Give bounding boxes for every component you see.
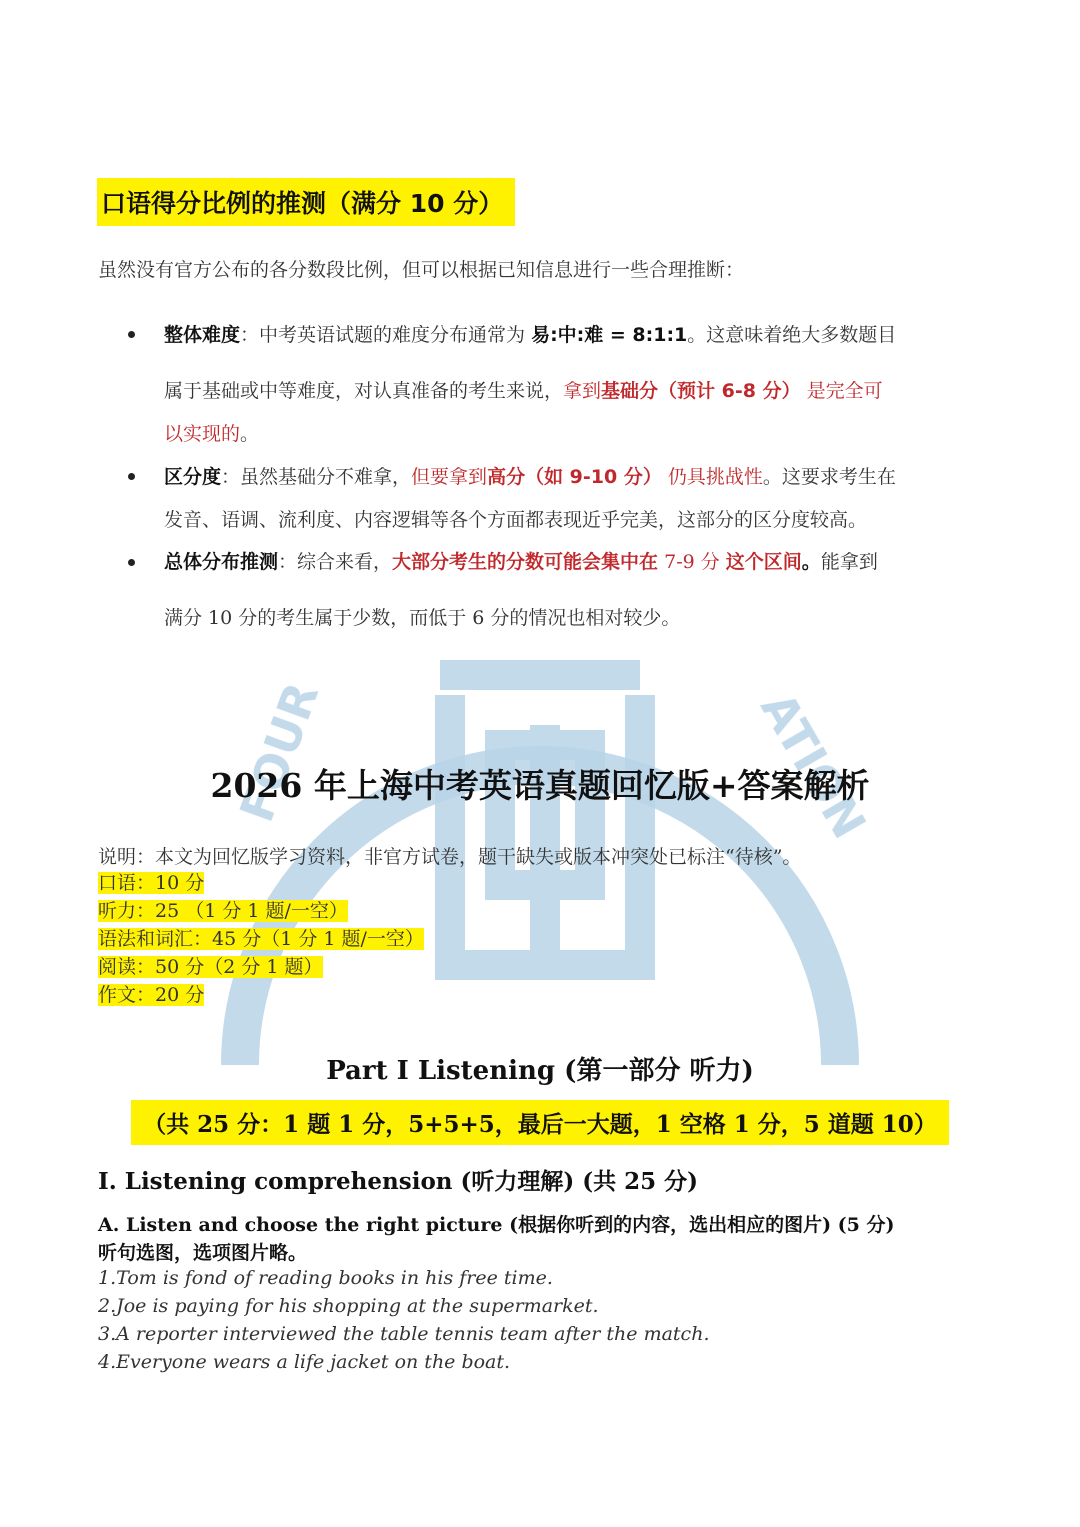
bullet-line (164, 462, 896, 489)
question-item: 4.Everyone wears a life jacket on the boat. (98, 1351, 511, 1373)
score-item-speaking (98, 869, 204, 897)
section-title: I. Listening comprehension (听力理解) (共 25 分) (98, 1168, 699, 1195)
subsection-note: 听句选图，选项图片略。 (98, 1242, 308, 1264)
svg-text:ATION: ATION (750, 683, 877, 848)
score-item-writing (98, 981, 204, 1009)
note-text: 说明：本文为回忆版学习资料，非官方试卷，题干缺失或版本冲突处已标注“待核”。 (98, 846, 802, 868)
bullet-text: 属于基础或中等难度，对认真准备的考生来说， (164, 380, 564, 402)
emphasis-text: 以实现的 (164, 423, 241, 445)
score-text: 作文：20 分 (98, 984, 205, 1006)
bullet-label: 总体分布推测 (164, 551, 279, 573)
bullet-line: 满分 10 分的考生属于少数，而低于 6 分的情况也相对较少。 (164, 607, 681, 629)
emphasis-bold-text: 基础分（预计 6-8 分） (601, 380, 801, 402)
emphasis-text: 但要拿到 (411, 466, 488, 488)
bullet-line (164, 376, 883, 403)
score-text: 口语：10 分 (98, 872, 205, 894)
emphasis-bold-text: 大部分考生的分数可能会集中在 (392, 551, 659, 573)
bullet-line (164, 419, 259, 446)
difficulty-ratio: 易:中:难 = 8:1:1 (531, 324, 688, 346)
bullet-line (164, 320, 896, 347)
emphasis-bold-text: 这个区间 (725, 551, 802, 573)
bullet-label: 区分度 (164, 466, 222, 488)
bullet-dot (128, 331, 135, 338)
bullet-line: 发音、语调、流利度、内容逻辑等各个方面都表现近乎完美，这部分的区分度较高。 (164, 509, 868, 531)
part-subtitle: （共 25 分：1 题 1 分，5+5+5，最后一大题，1 空格 1 分，5 道题 10） (131, 1100, 949, 1145)
bullet-dot (128, 473, 135, 480)
main-title: 2026 年上海中考英语真题回忆版+答案解析 (210, 766, 870, 805)
bullet-colon: ： (221, 466, 241, 488)
part-title: Part I Listening (第一部分 听力) (326, 1056, 754, 1086)
score-text: 语法和词汇：45 分（1 分 1 题/一空） (98, 928, 424, 950)
subsection-title: A. Listen and choose the right picture (根据你听到的内容，选出相应的图片) (5 分) (98, 1214, 895, 1236)
score-text: 阅读：50 分（2 分 1 题） (98, 956, 323, 978)
emphasis-text: 是完全可 (800, 380, 883, 402)
bullet-text: 综合来看， (297, 551, 393, 573)
question-item: 1.Tom is fond of reading books in his free time. (98, 1267, 553, 1289)
question-item: 3.A reporter interviewed the table tennis team after the match. (98, 1323, 710, 1345)
bullet-text: 。这意味着绝大多数题目 (687, 324, 897, 346)
bullet-colon: ： (278, 551, 298, 573)
bullet-text: 中考英语试题的难度分布通常为 (259, 324, 532, 346)
emphasis-text: 拿到 (563, 380, 602, 402)
question-item: 2.Joe is paying for his shopping at the supermarket. (98, 1295, 599, 1317)
bullet-label: 整体难度 (164, 324, 241, 346)
bullet-text: 能拿到 (820, 551, 878, 573)
emphasis-text: 7-9 分 (658, 551, 726, 573)
score-text: 听力：25 （1 分 1 题/一空） (98, 900, 348, 922)
bullet-dot (128, 559, 135, 566)
score-item-grammar (98, 925, 424, 953)
bullet-text: 。这要求考生在 (762, 466, 896, 488)
emphasis-text: 仍具挑战性 (661, 466, 763, 488)
part-subtitle-wrap (0, 1100, 1080, 1145)
intro-paragraph: 虽然没有官方公布的各分数段比例，但可以根据已知信息进行一些合理推断： (98, 259, 745, 281)
score-item-listening (98, 897, 348, 925)
bullet-text: 。 (801, 551, 821, 573)
score-item-reading (98, 953, 323, 981)
bullet-text: 虽然基础分不难拿， (240, 466, 412, 488)
bullet-line (164, 547, 878, 574)
svg-text:FOUR: FOUR (229, 675, 330, 829)
bullet-colon: ： (240, 324, 260, 346)
emphasis-bold-text: 高分（如 9-10 分） (487, 466, 662, 488)
section-heading: 口语得分比例的推测（满分 10 分） (97, 178, 515, 226)
bullet-text: 。 (240, 423, 260, 445)
